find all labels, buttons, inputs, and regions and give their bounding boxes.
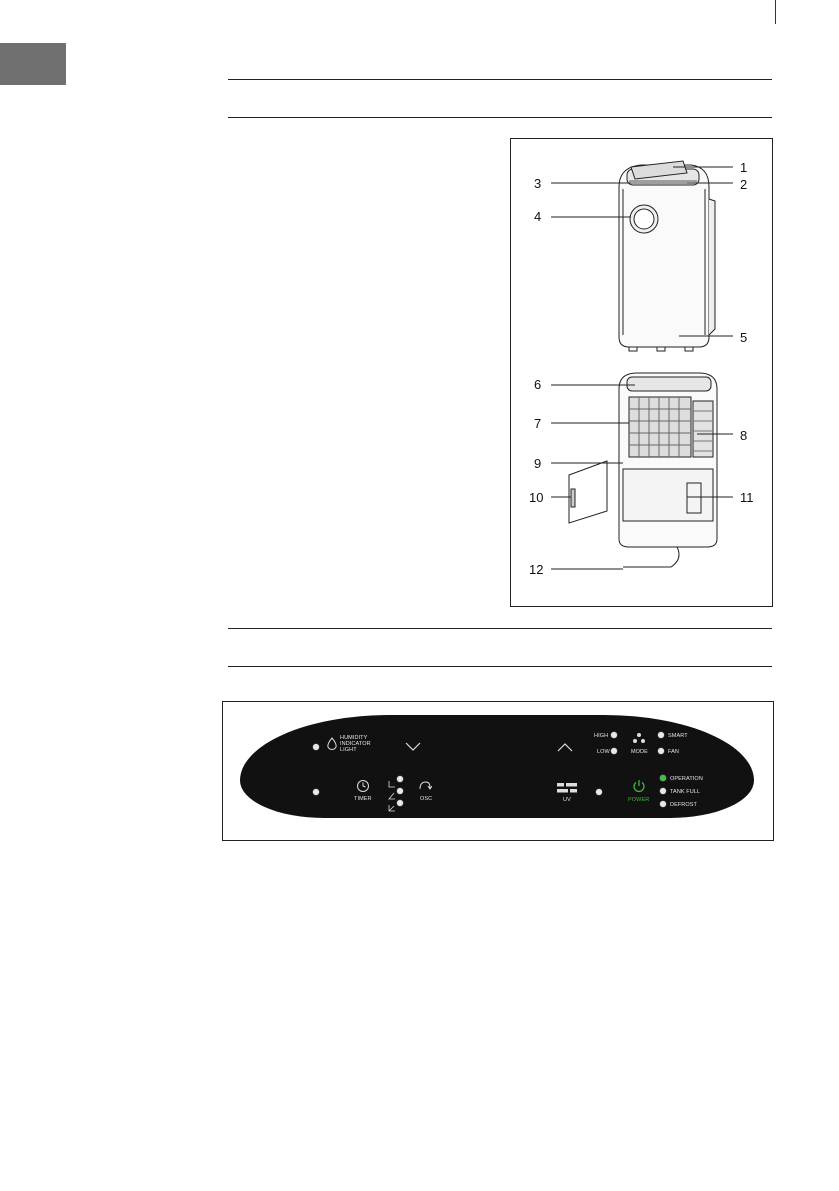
- callout-4: 4: [534, 209, 542, 224]
- humidity-label-3: LIGHT: [340, 747, 357, 753]
- operation-led: [660, 775, 666, 781]
- osc-label: OSC: [420, 796, 433, 802]
- callout-8: 8: [740, 428, 748, 443]
- section-rule-mid-2: [228, 666, 772, 667]
- power-label: POWER: [628, 797, 650, 803]
- callout-12: 12: [529, 562, 544, 577]
- chevron-up-icon[interactable]: [557, 739, 573, 757]
- control-panel: [240, 715, 754, 818]
- operation-label: OPERATION: [670, 776, 703, 782]
- callout-1: 1: [740, 160, 748, 175]
- defrost-led: [660, 801, 666, 807]
- control-panel-figure: [222, 701, 774, 841]
- oscillate-icon[interactable]: [418, 779, 432, 797]
- callout-5: 5: [740, 330, 748, 345]
- angle-3-led: [397, 800, 403, 806]
- droplet-icon[interactable]: [326, 737, 338, 756]
- language-tab-marker: [0, 43, 66, 85]
- section-rule-top-2: [228, 117, 772, 118]
- tank-full-label: TANK FULL: [670, 789, 701, 795]
- section-rule-top: [228, 79, 772, 80]
- low-label: LOW: [597, 749, 610, 755]
- device-illustration: [511, 139, 772, 606]
- callout-7: 7: [534, 416, 542, 431]
- callout-10: 10: [529, 490, 544, 505]
- device-figure: [510, 138, 773, 607]
- chevron-down-icon[interactable]: [405, 739, 421, 757]
- low-led: [611, 748, 617, 754]
- humidity-label-1: HUMIDITY: [340, 735, 368, 741]
- callout-9: 9: [534, 456, 542, 471]
- angle-2-led: [397, 788, 403, 794]
- timer-side-led: [313, 789, 319, 795]
- tank-full-led: [660, 788, 666, 794]
- smart-led: [658, 732, 664, 738]
- fan-label: FAN: [668, 749, 679, 755]
- mode-label: MODE: [631, 749, 648, 755]
- callout-11: 11: [740, 490, 754, 505]
- uv-label: UV: [563, 797, 571, 803]
- high-led: [611, 732, 617, 738]
- high-label: HIGH: [594, 733, 609, 739]
- timer-label: TIMER: [354, 796, 372, 802]
- fan-mode-icon[interactable]: [632, 731, 646, 749]
- callout-2: 2: [740, 177, 748, 192]
- uv-led: [596, 789, 602, 795]
- callout-6: 6: [534, 377, 542, 392]
- smart-label: SMART: [668, 733, 688, 739]
- power-icon[interactable]: [632, 779, 646, 798]
- callout-3: 3: [534, 176, 542, 191]
- humidity-led: [313, 744, 319, 750]
- fold-mark: [775, 0, 776, 24]
- humidity-label-2: INDICATOR: [340, 741, 371, 747]
- section-rule-mid: [228, 628, 772, 629]
- louver-angle-3-icon: [388, 799, 396, 817]
- angle-1-led: [397, 776, 403, 782]
- fan-led: [658, 748, 664, 754]
- defrost-label: DEFROST: [670, 802, 697, 808]
